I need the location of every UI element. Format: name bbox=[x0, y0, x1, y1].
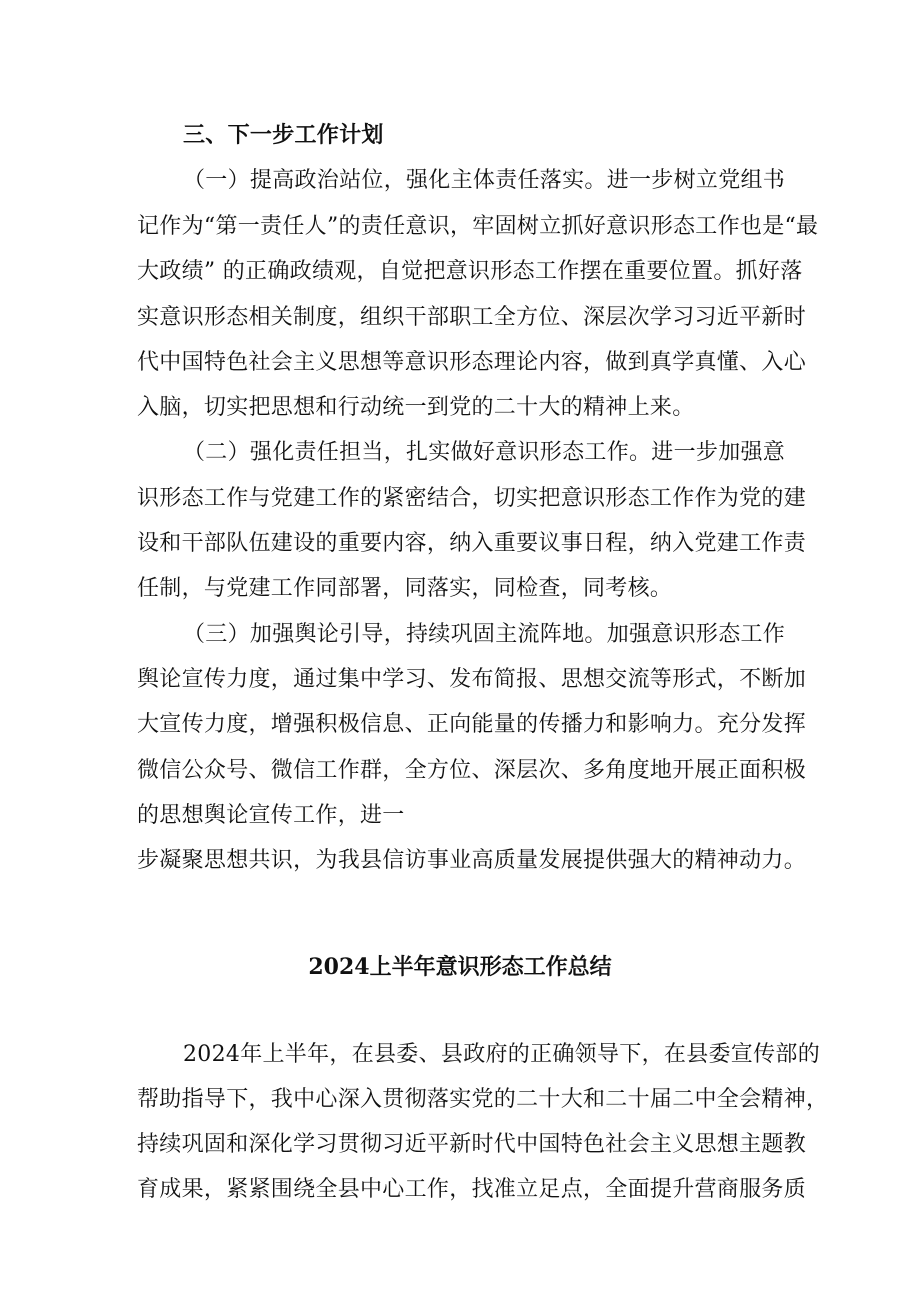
paragraph-line: （二）强化责任担当，扎实做好意识形态工作。进一步加强意 bbox=[183, 440, 786, 465]
summary-title: 2024上半年意识形态工作总结 bbox=[308, 954, 612, 980]
paragraph-line: 育成果，紧紧围绕全县中心工作，找准立足点，全面提升营商服务质 bbox=[137, 1177, 807, 1202]
paragraph-line: 实意识形态相关制度，组织干部职工全方位、深层次学习习近平新时 bbox=[137, 305, 807, 330]
paragraph-line: 2024年上半年，在县委、县政府的正确领导下，在县委宣传部的 bbox=[183, 1042, 820, 1067]
paragraph-line: 识形态工作与党建工作的紧密结合，切实把意识形态工作作为党的建 bbox=[137, 486, 807, 511]
paragraph-line: 任制，与党建工作同部署，同落实，同检查，同考核。 bbox=[137, 576, 673, 601]
paragraph-line: 帮助指导下，我中心深入贯彻落实党的二十大和二十届二中全会精神， bbox=[137, 1087, 829, 1112]
paragraph-line: 舆论宣传力度，通过集中学习、发布简报、思想交流等形式，不断加 bbox=[137, 667, 807, 692]
paragraph-line: （三）加强舆论引导，持续巩固主流阵地。加强意识形态工作 bbox=[183, 622, 786, 647]
paragraph-line: 大宣传力度，增强积极信息、正向能量的传播力和影响力。充分发挥 bbox=[137, 712, 807, 737]
paragraph-line: 持续巩固和深化学习贯彻习近平新时代中国特色社会主义思想主题教 bbox=[137, 1132, 807, 1157]
paragraph-line: 微信公众号、微信工作群，全方位、深层次、多角度地开展正面积极 bbox=[137, 758, 807, 783]
paragraph-line: 的思想舆论宣传工作，进一 bbox=[137, 803, 405, 828]
paragraph-line: 入脑，切实把思想和行动统一到党的二十大的精神上来。 bbox=[137, 395, 695, 420]
paragraph-line: 大政绩” 的正确政绩观，自觉把意识形态工作摆在重要位置。抓好落 bbox=[137, 259, 803, 284]
paragraph-line: 代中国特色社会主义思想等意识形态理论内容，做到真学真懂、入心 bbox=[137, 350, 807, 375]
paragraph-line: 设和干部队伍建设的重要内容，纳入重要议事日程，纳入党建工作责 bbox=[137, 531, 807, 556]
paragraph-line: 步凝聚思想共识，为我县信访事业高质量发展提供强大的精神动力。 bbox=[137, 848, 807, 873]
section-heading: 三、下一步工作计划 bbox=[183, 122, 384, 148]
paragraph-line: 记作为“第一责任人”的责任意识，牢固树立抓好意识形态工作也是“最 bbox=[137, 214, 819, 239]
paragraph-line: （一）提高政治站位，强化主体责任落实。进一步树立党组书 bbox=[183, 168, 786, 193]
